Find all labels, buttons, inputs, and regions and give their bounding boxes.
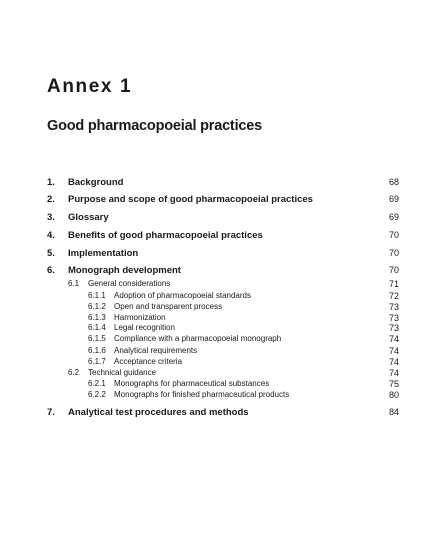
toc-entry-label: Monographs for finished pharmaceutical products [114,390,290,399]
toc-entry-label: Monographs for pharmaceutical substances [114,379,270,388]
toc-entry-number: 4. [47,230,55,241]
toc-entry-number: 6.1.5 [88,334,106,343]
toc-entry-number: 7. [47,407,55,418]
toc-entry-number: 6.1.3 [88,313,106,322]
toc-entry-page: 69 [388,212,399,222]
toc-entry-page: 73 [388,323,399,333]
toc-entry-page: 75 [388,379,399,389]
toc-entry-number: 6.2 [68,368,80,377]
toc-entry [0,229,447,242]
toc-entry-label: Open and transparent process [114,302,223,311]
toc-entry [0,176,447,189]
toc-entry-label: Compliance with a pharmacopoeial monograph [114,334,282,343]
toc-entry-page: 68 [388,177,399,187]
document-title: Good pharmacopoeial practices [47,118,262,134]
toc-entry-page: 71 [388,279,399,289]
toc-entry-label: Technical guidance [88,368,157,377]
toc-entry-label: Purpose and scope of good pharmacopoeial practices [68,194,313,205]
toc-entry-label: Acceptance criteria [114,357,183,366]
toc-entry-page: 70 [388,265,399,275]
toc-entry-label: Analytical requirements [114,346,198,355]
toc-entry [0,264,447,277]
toc-entry-number: 6.1.4 [88,323,106,332]
toc-entry-page: 72 [388,291,399,301]
toc-entry [0,278,447,290]
toc-entry [0,406,447,419]
toc-entry-page: 70 [388,248,399,258]
toc-entry-page: 74 [388,334,399,344]
toc-entry-page: 74 [388,346,399,356]
toc-entry [0,389,447,401]
toc-entry [0,193,447,206]
toc-entry-number: 3. [47,212,55,223]
toc-entry-page: 73 [388,313,399,323]
toc-entry-label: Adoption of pharmacopoeial standards [114,291,251,300]
toc-entry-label: General considerations [88,279,171,288]
toc-entry-number: 6.2.2 [88,390,106,399]
toc-entry-number: 6.1.6 [88,346,106,355]
toc-entry-number: 6. [47,265,55,276]
toc-entry-label: Glossary [68,212,109,223]
toc-entry-number: 6.1.7 [88,357,106,366]
toc-entry-page: 70 [388,230,399,240]
toc-entry-number: 6.1 [68,279,80,288]
toc-entry-page: 69 [388,194,399,204]
toc-entry-label: Benefits of good pharmacopoeial practices [68,230,263,241]
toc-entry-label: Implementation [68,248,139,259]
toc-entry-number: 5. [47,248,55,259]
toc-entry-label: Monograph development [68,265,181,276]
toc-entry-label: Background [68,177,124,188]
annex-heading: Annex 1 [47,76,133,97]
toc-entry [0,247,447,260]
toc-entry-page: 80 [388,390,399,400]
toc-entry-page: 84 [388,407,399,417]
toc-entry-number: 6.1.1 [88,291,106,300]
toc-entry-page: 74 [388,357,399,367]
toc-entry-page: 73 [388,302,399,312]
toc-entry-number: 2. [47,194,55,205]
toc-entry-label: Analytical test procedures and methods [68,407,249,418]
toc-entry-page: 74 [388,368,399,378]
toc-entry-number: 6.2.1 [88,379,106,388]
toc-entry-label: Legal recognition [114,323,175,332]
toc-entry-number: 6.1.2 [88,302,106,311]
toc-entry-number: 1. [47,177,55,188]
toc-entry [0,333,447,345]
toc-entry-label: Harmonization [114,313,166,322]
toc-entry [0,211,447,224]
